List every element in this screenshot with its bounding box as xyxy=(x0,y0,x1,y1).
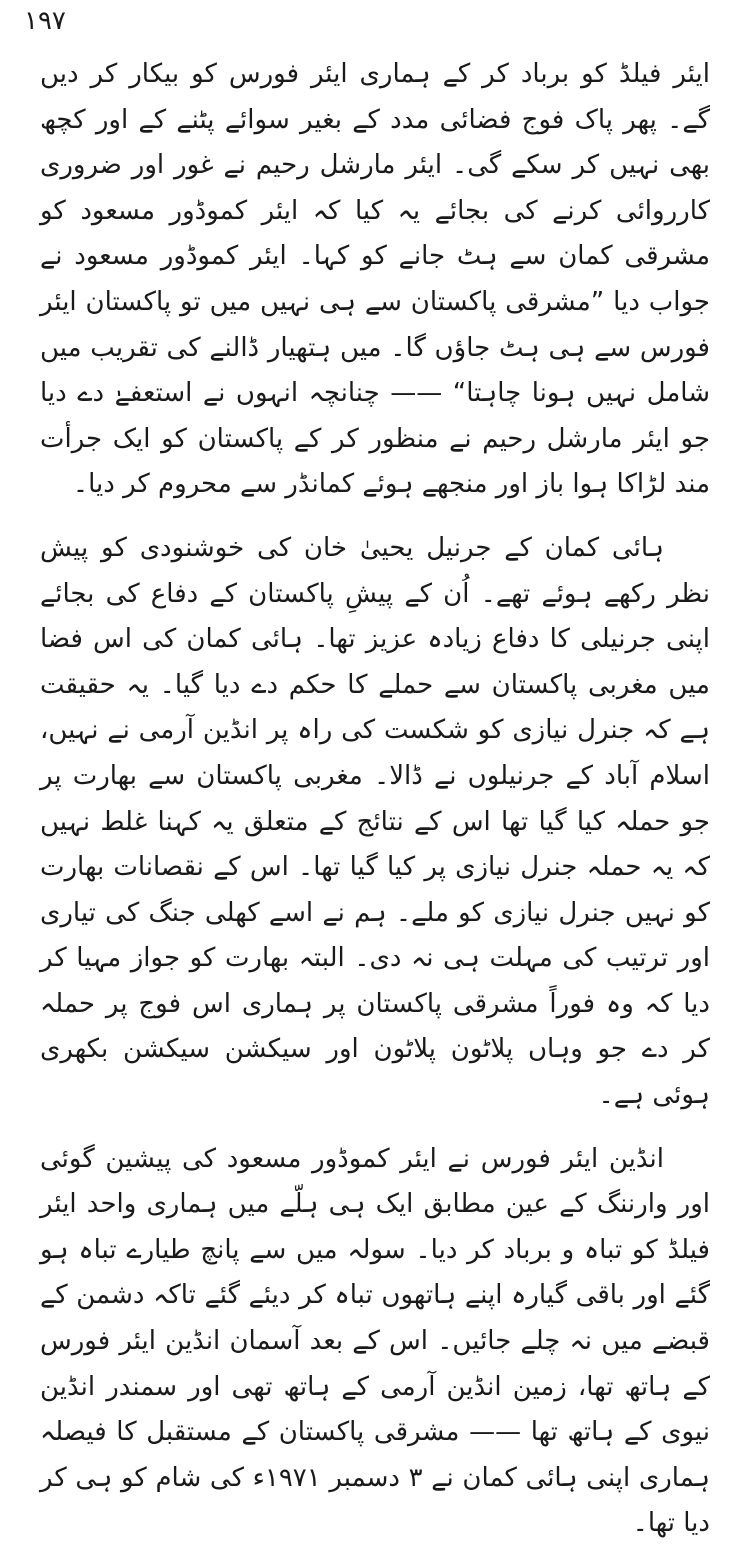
paragraph-3: انڈین ایئر فورس نے ایئر کموڈور مسعود کی پیشین گوئی اور وارننگ کے عین مطابق ایک ہی ہلّے میں ہماری واحد ایئر فیلڈ کو تباہ و برباد کر دیا۔ سولہ میں سے پانچ طیارے تباہ ہو گئے اور باقی گیارہ اپنے ہاتھوں تباہ کر دیئے گئے تاکہ دشمن کے قبضے میں نہ چلے جائیں۔ اس کے بعد آسمان انڈین ایئر فورس کے ہاتھ تھا، زمین انڈین آرمی کے ہاتھ تھی اور سمندر انڈین نیوی کے ہاتھ تھا —— مشرقی پاکستان کے مستقبل کا فیصلہ ہماری اپنی ہائی کمان نے ٣ دسمبر ١٩٧١ء کی شام کو ہی کر دیا تھا۔ xyxy=(40,1143,710,1539)
paragraph-1: ایئر فیلڈ کو برباد کر کے ہماری ایئر فورس کو بیکار کر دیں گے۔ پھر پاک فوج فضائی مدد کے بغیر سوائے پٹنے کے اور کچھ بھی نہیں کر سکے گی۔ ایئر مارشل رحیم نے غور اور ضروری کارروائی کرنے کی بجائے یہ کیا کہ ایئر کموڈور مسعود کو مشرقی کمان سے ہٹ جانے کو کہا۔ ایئر کموڈور مسعود نے جواب دیا ”مشرقی پاکستان سے ہی نہیں میں تو پاکستان ایئر فورس سے ہی ہٹ جاؤں گا۔ میں ہتھیار ڈالنے کی تقریب میں شامل نہیں ہونا چاہتا“ —— چنانچہ انہوں نے استعفےٰ دے دیا جو ایئر مارشل رحیم نے منظور کر کے پاکستان کو ایک جرأت مند لڑاکا ہوا باز اور منجھے ہوئے کمانڈر سے محروم کر دیا۔ xyxy=(40,59,710,500)
paragraph-2: ہائی کمان کے جرنیل یحییٰ خان کی خوشنودی کو پیش نظر رکھے ہوئے تھے۔ اُن کے پیشِ پاکستان کے دفاع کی بجائے اپنی جرنیلی کا دفاع زیادہ عزیز تھا۔ ہائی کمان کی اس فضا میں مغربی پاکستان سے حملے کا حکم دے دیا گیا۔ یہ حقیقت ہے کہ جنرل نیازی کو شکست کی راہ پر انڈین آرمی نے نہیں، اسلام آباد کے جرنیلوں نے ڈالا۔ مغربی پاکستان سے بھارت پر جو حملہ کیا گیا تھا اس کے نتائج کے متعلق یہ کہنا غلط نہیں کہ یہ حملہ جنرل نیازی پر کیا گیا تھا۔ اس کے نقصانات بھارت کو نہیں جنرل نیازی کو ملے۔ ہم نے اسے کھلی جنگ کی تیاری اور ترتیب کی مہلت ہی نہ دی۔ البتہ بھارت کو جواز مہیا کر دیا کہ وہ فوراً مشرقی پاکستان پر ہماری اس فوج پر حملہ کر دے جو وہاں پلاٹون پلاٹون اور سیکشن سیکشن بکھری ہوئی ہے۔ xyxy=(40,532,710,1111)
article-body xyxy=(40,52,710,1547)
page-number: ١٩٧ xyxy=(24,6,66,36)
